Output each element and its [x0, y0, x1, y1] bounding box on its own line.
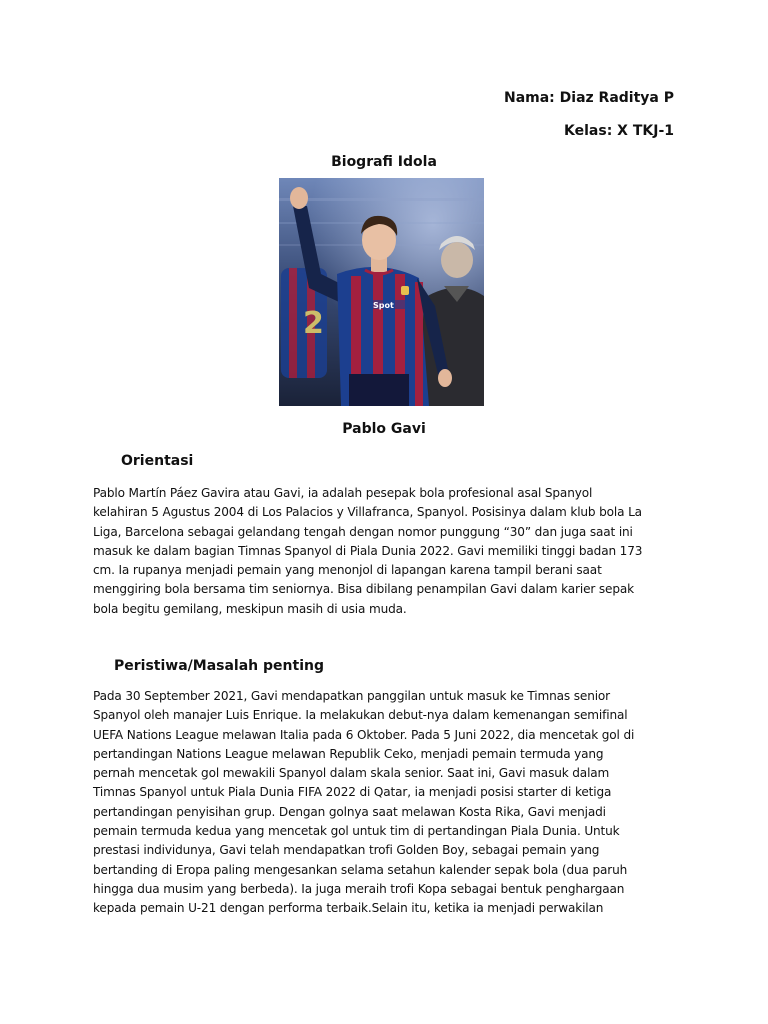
text-line: hingga dua musim yang berbeda). Ia juga meraih trofi Kopa sebagai bentuk penghargaan [93, 881, 625, 896]
svg-text:2: 2 [303, 306, 324, 341]
svg-text:Spot: Spot [373, 301, 394, 310]
photo-caption: Pablo Gavi [342, 421, 426, 437]
text-line: bertanding di Eropa paling mengesankan selama setahun kalender sepak bola (dua paruh [93, 862, 628, 877]
text-line: kelahiran 5 Agustus 2004 di Los Palacios y Villafranca, Spanyol. Posisinya dalam klub bola La [93, 505, 642, 520]
section-heading-orientasi: Orientasi [121, 453, 194, 469]
text-line: pertandingan Nations League melawan Republik Ceko, menjadi pemain termuda yang [93, 746, 604, 761]
paragraph-peristiwa [93, 687, 671, 919]
text-line: Pablo Martín Páez Gavira atau Gavi, ia adalah pesepak bola profesional asal Spanyol [93, 486, 593, 500]
paragraph-orientasi [93, 484, 671, 619]
text-line: pemain termuda kedua yang mencetak gol untuk tim di pertandingan Piala Dunia. Untuk [93, 824, 620, 839]
student-class: Kelas: X TKJ-1 [564, 123, 674, 139]
text-line: pertandingan penyisihan grup. Dengan golnya saat melawan Kosta Rika, Gavi menjadi [93, 804, 606, 819]
section-heading-peristiwa: Peristiwa/Masalah penting [114, 658, 324, 674]
text-line: masuk ke dalam bagian Timnas Spanyol di Piala Dunia 2022. Gavi memiliki tinggi badan 173 [93, 543, 643, 558]
text-line: Pada 30 September 2021, Gavi mendapatkan panggilan untuk masuk ke Timnas senior [93, 689, 610, 703]
player-photo [279, 178, 484, 406]
text-line: Spanyol oleh manajer Luis Enrique. Ia melakukan debut-nya dalam kemenangan semifinal [93, 708, 628, 723]
document-title: Biografi Idola [331, 154, 437, 170]
text-line: bola begitu gemilang, meskipun masih di usia muda. [93, 601, 407, 616]
text-line: menggiring bola bersama tim seniornya. Bisa dibilang penampilan Gavi dalam karier sepak [93, 582, 634, 597]
text-line: cm. Ia rupanya menjadi pemain yang menonjol di lapangan karena tampil berani saat [93, 563, 602, 578]
text-line: pernah mencetak gol mewakili Spanyol dalam skala senior. Saat ini, Gavi masuk dalam [93, 766, 610, 781]
text-line: Timnas Spanyol untuk Piala Dunia FIFA 2022 di Qatar, ia menjadi posisi starter di ketiga [93, 785, 612, 800]
text-line: kepada pemain U-21 dengan performa terbaik.Selain itu, ketika ia menjadi perwakilan [93, 901, 604, 916]
student-name: Nama: Diaz Raditya P [503, 90, 674, 106]
text-line: prestasi individunya, Gavi telah mendapatkan trofi Golden Boy, sebagai pemain yang [93, 843, 600, 858]
text-line: Liga, Barcelona sebagai gelandang tengah dengan nomor punggung “30” dan juga saat ini [93, 524, 633, 539]
text-line: UEFA Nations League melawan Italia pada 6 Oktober. Pada 5 Juni 2022, dia mencetak gol di [93, 727, 635, 742]
